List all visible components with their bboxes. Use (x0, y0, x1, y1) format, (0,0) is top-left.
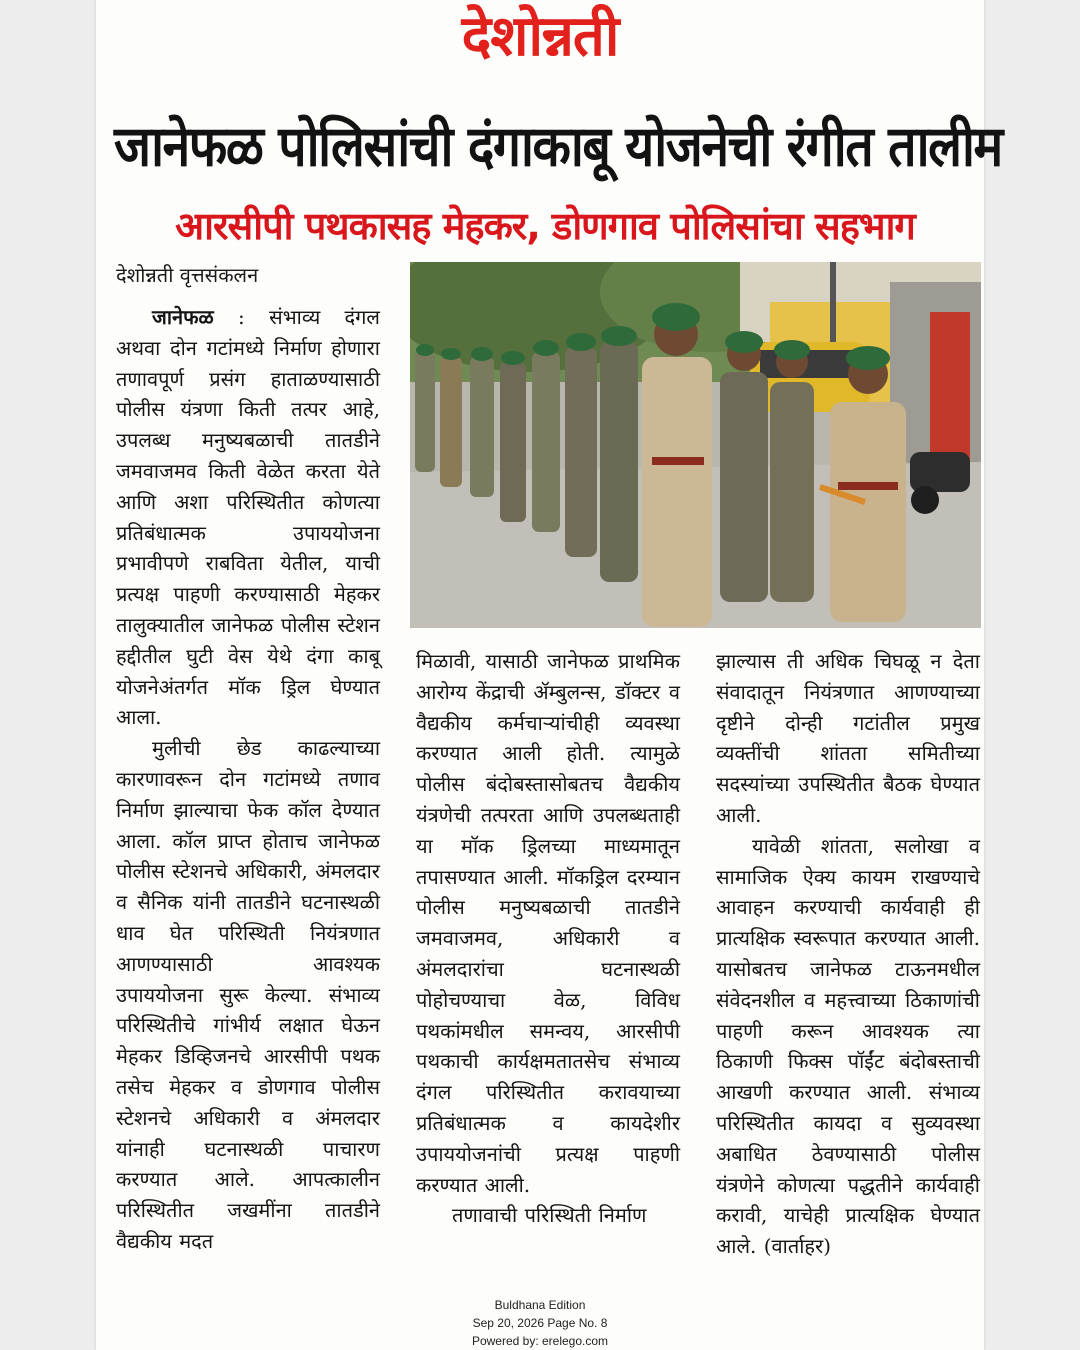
article-paragraph-1: : संभाव्य दंगल अथवा दोन गटांमध्ये निर्माण होणारा तणावपूर्ण प्रसंग हाताळण्यासाठी पोलीस यंत्रणा किती तत्पर आहे, उपलब्ध मनुष्यबळाची तातडीने जमवाजमव किती वेळेत करता येते आणि अशा परिस्थितीत कोणत्या प्रतिबंधात्मक उपाययोजना प्रभावीपणे राबविता येतील, याची प्रत्यक्ष पाहणी करण्यासाठी मेहकर तालुक्यातील जानेफळ पोलीस स्टेशन हद्दीतील घुटी वेस येथे दंगा काबू योजनेअंतर्गत मॉक ड्रिल घेण्यात आला. (116, 305, 380, 730)
newspaper-masthead: देशोन्नती (461, 4, 619, 69)
footer-date-page: Sep 20, 2026 Page No. 8 (472, 1316, 608, 1330)
article-paragraph-2: मुलीची छेड काढल्याच्या कारणावरून दोन गटांमध्ये तणाव निर्माण झाल्याचा फेक कॉल देण्यात आला. कॉल प्राप्त होताच जानेफळ पोलीस स्टेशनचे अधिकारी, अंमलदार व सैनिक यांनी तातडीने घटनास्थळी धाव घेत परिस्थिती नियंत्रणात आणण्यासाठी आवश्यक उपाययोजना सुरू केल्या. संभाव्य परिस्थितीचे गांभीर्य लक्षात घेऊन मेहकर डिव्हिजनचे आरसीपी पथक तसेच मेहकर व डोणगाव पोलीस स्टेशनचे अधिकारी व अंमलदार यांनाही घटनास्थळी पाचारण करण्यात आले. आपत्कालीन परिस्थितीत जखमींना तातडीने वैद्यकीय मदत (116, 736, 380, 1253)
article-column-3 (716, 646, 980, 1286)
article-paragraph-3: मिळावी, यासाठी जानेफळ प्राथमिक आरोग्य केंद्राची ॲम्बुलन्स, डॉक्टर व वैद्यकीय कर्मचाऱ्यांचीही व्यवस्था करण्यात आली होती. त्यामुळे पोलीस बंदोबस्तासोबतच वैद्यकीय यंत्रणेची तत्परता आणि उपलब्धताही या मॉक ड्रिलच्या माध्यमातून तपासण्यात आली. मॉकड्रिल दरम्यान पोलीस मनुष्यबळाची तातडीने जमवाजमव, अधिकारी व अंमलदारांचा घटनास्थळी पोहोचण्याचा वेळ, विविध पथकांमधील समन्वय, आरसीपी पथकाची कार्यक्षमतातसेच संभाव्य दंगल परिस्थितीत करावयाच्या प्रतिबंधात्मक व कायदेशीर उपाययोजनांची प्रत्यक्ष पाहणी करण्यात आली. (416, 649, 680, 1197)
article-column-2 (416, 646, 680, 1286)
page-footer (96, 1296, 984, 1350)
article-byline: देशोन्नती वृत्तसंकलन (116, 263, 259, 287)
article-photo (410, 262, 981, 628)
article-dateline: जानेफळ (152, 305, 214, 329)
article-paragraph-5: झाल्यास ती अधिक चिघळू न देता संवादातून नियंत्रणात आणण्याच्या दृष्टीने दोन्ही गटांतील प्रमुख व्यक्तींची शांतता समितीच्या सदस्यांच्या उपस्थितीत बैठक घेण्यात आली. (716, 649, 980, 827)
police-march-photo (410, 262, 981, 628)
footer-edition: Buldhana Edition (494, 1298, 586, 1312)
footer-powered-by[interactable]: Powered by: erelego.com (471, 1334, 609, 1348)
article-paragraph-6: यावेळी शांतता, सलोखा व सामाजिक ऐक्य कायम राखण्याचे आवाहन करण्याची कार्यवाही ही प्रात्यक्षिक स्वरूपात करण्यात आली. यासोबतच जानेफळ टाऊनमधील संवेदनशील व महत्त्वाच्या ठिकाणांची पाहणी करून आवश्यक त्या ठिकाणी फिक्स पॉईंट बंदोबस्ताची आखणी करण्यात आली. संभाव्य परिस्थितीत कायदा व सुव्यवस्था अबाधित ठेवण्यासाठी पोलीस यंत्रणेने कोणत्या पद्धतीने कार्यवाही करावी, याचेही प्रात्यक्षिक घेण्यात आले. (वार्ताहर) (716, 833, 980, 1259)
article-headline: जानेफळ पोलिसांची दंगाकाबू योजनेची रंगीत तालीम (114, 114, 1002, 180)
article-subheadline: आरसीपी पथकासह मेहकर, डोणगाव पोलिसांचा सहभाग (175, 204, 915, 248)
article-paragraph-4: तणावाची परिस्थिती निर्माण (452, 1203, 647, 1228)
article-column-1 (116, 302, 380, 1292)
newspaper-page (96, 0, 1002, 1350)
